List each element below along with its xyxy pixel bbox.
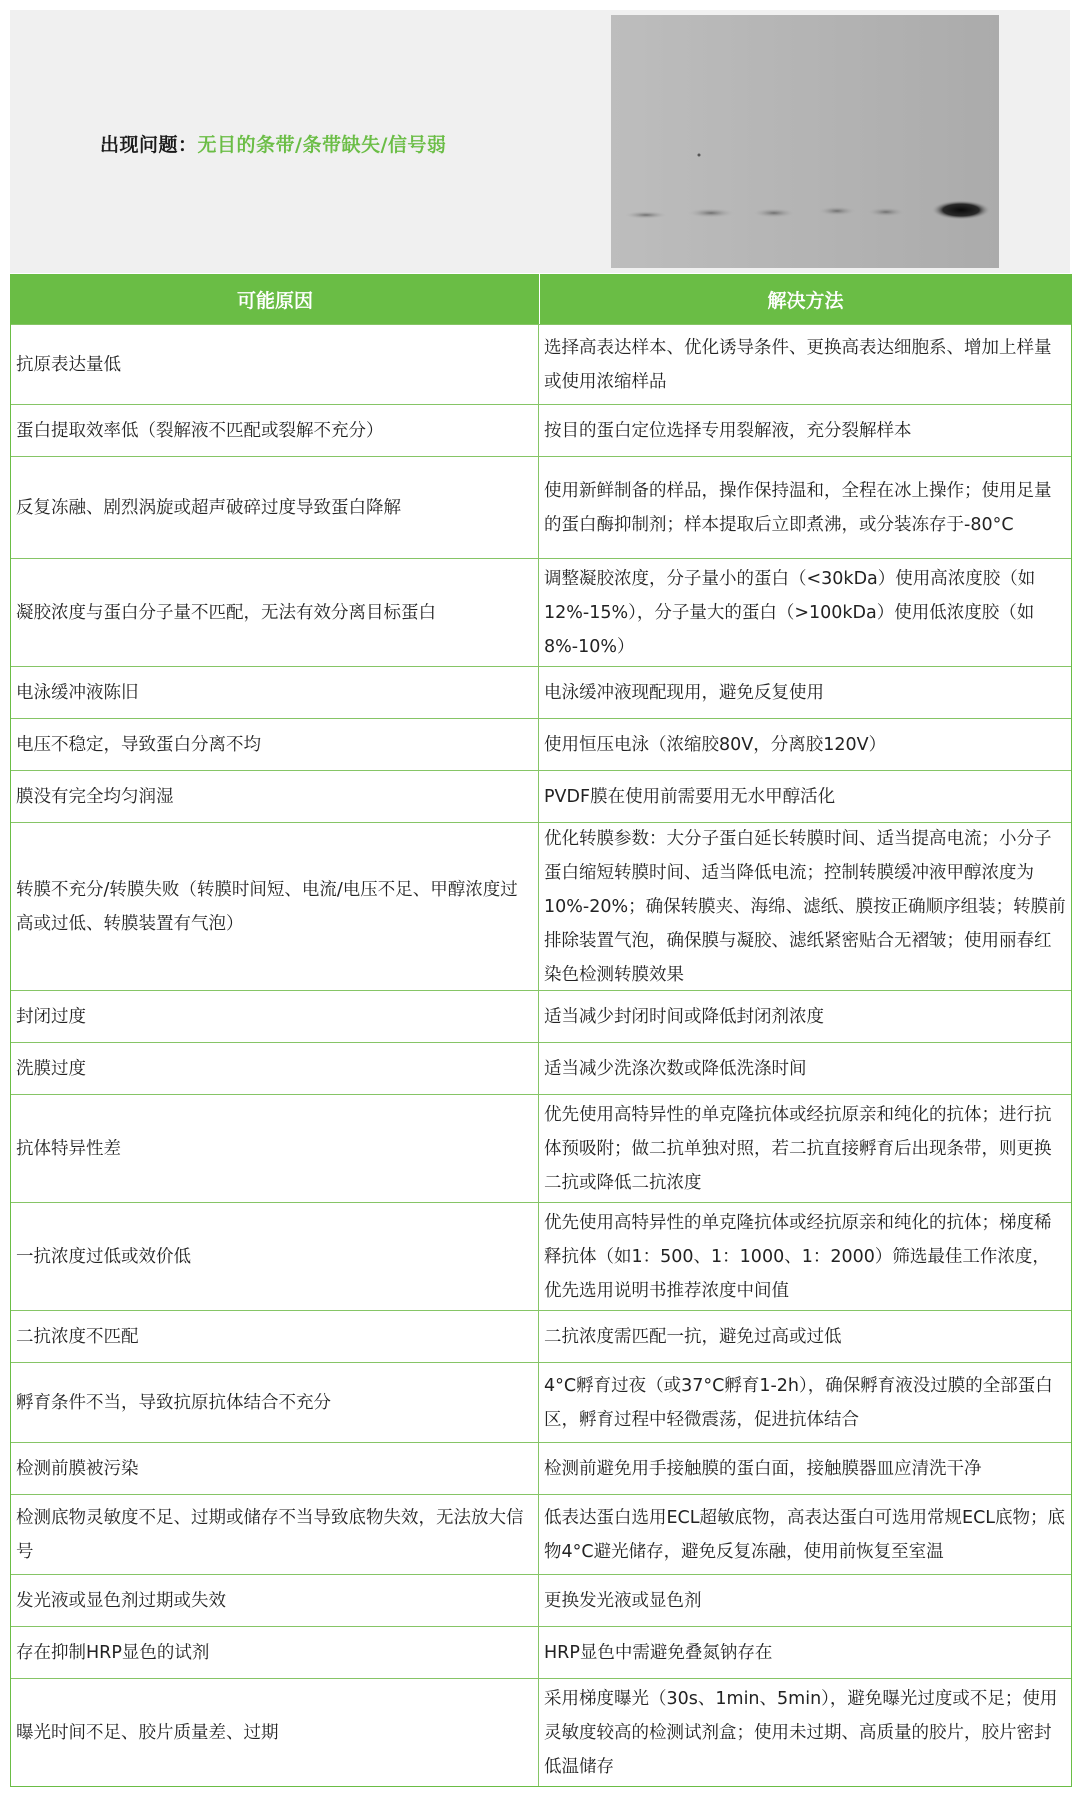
- solution-cell: 优先使用高特异性的单克隆抗体或经抗原亲和纯化的抗体；梯度稀释抗体（如1：500、1：1000、1：2000）筛选最佳工作浓度，优先选用说明书推荐浓度中间值: [544, 1212, 1052, 1301]
- solution-cell: 选择高表达样本、优化诱导条件、更换高表达细胞系、增加上样量或使用浓缩样品: [544, 337, 1052, 392]
- solution-cell: 按目的蛋白定位选择专用裂解液，充分裂解样本: [544, 420, 912, 441]
- table-row: [11, 1042, 1071, 1094]
- solution-cell: 二抗浓度需匹配一抗，避免过高或过低: [544, 1326, 842, 1347]
- solution-cell: 优先使用高特异性的单克隆抗体或经抗原亲和纯化的抗体；进行抗体预吸附；做二抗单独对照，若二抗直接孵育后出现条带，则更换二抗或降低二抗浓度: [544, 1104, 1052, 1193]
- solution-cell: 电泳缓冲液现配现用，避免反复使用: [544, 682, 824, 703]
- blot-band: [817, 206, 857, 216]
- table-header: [11, 274, 1071, 324]
- blot-speck: [698, 154, 701, 157]
- solution-cell: 适当减少封闭时间或降低封闭剂浓度: [544, 1006, 824, 1027]
- cause-cell: 抗体特异性差: [11, 1095, 539, 1202]
- cause-cell: 一抗浓度过低或效价低: [11, 1203, 539, 1310]
- cause-cell: 电压不稳定，导致蛋白分离不均: [11, 719, 539, 770]
- table-row: [11, 770, 1071, 822]
- table-row: [11, 1574, 1071, 1626]
- table-row: [11, 822, 1071, 990]
- cause-cell: 抗原表达量低: [11, 325, 539, 404]
- solution-cell: 调整凝胶浓度，分子量小的蛋白（<30kDa）使用高浓度胶（如12%-15%），分子量大的蛋白（>100kDa）使用低浓度胶（如8%-10%）: [544, 568, 1036, 657]
- cause-cell: 凝胶浓度与蛋白分子量不匹配，无法有效分离目标蛋白: [11, 559, 539, 666]
- cause-cell: 膜没有完全均匀润湿: [11, 771, 539, 822]
- solution-cell: 低表达蛋白选用ECL超敏底物，高表达蛋白可选用常规ECL底物；底物4°C避光储存，避免反复冻融，使用前恢复至室温: [544, 1507, 1066, 1562]
- problem-statement: [100, 130, 446, 157]
- solution-cell: 4°C孵育过夜（或37°C孵育1-2h），确保孵育液没过膜的全部蛋白区，孵育过程中轻微震荡，促进抗体结合: [544, 1375, 1053, 1430]
- table-row: [11, 1094, 1071, 1202]
- solution-cell: 适当减少洗涤次数或降低洗涤时间: [544, 1058, 807, 1079]
- table-row: [11, 990, 1071, 1042]
- table-row: [11, 666, 1071, 718]
- cause-cell: 孵育条件不当，导致抗原抗体结合不充分: [11, 1363, 539, 1442]
- blot-band: [624, 211, 668, 219]
- table-row: [11, 1310, 1071, 1362]
- solution-cell: 检测前避免用手接触膜的蛋白面，接触膜器皿应清洗干净: [544, 1458, 982, 1479]
- blot-band: [866, 207, 906, 217]
- column-header-solution: 解决方法: [767, 289, 844, 312]
- table-row: [11, 1626, 1071, 1678]
- cause-cell: 存在抑制HRP显色的试剂: [11, 1627, 539, 1678]
- table-row: [11, 718, 1071, 770]
- cause-cell: 封闭过度: [11, 991, 539, 1042]
- problem-text: 无目的条带/条带缺失/信号弱: [197, 134, 447, 156]
- western-blot-image: [611, 15, 999, 268]
- problem-label: 出现问题：: [100, 134, 198, 156]
- solution-cell: HRP显色中需避免叠氮钠存在: [544, 1642, 773, 1663]
- cause-cell: 检测前膜被污染: [11, 1443, 539, 1494]
- cause-cell: 电泳缓冲液陈旧: [11, 667, 539, 718]
- cause-cell: 二抗浓度不匹配: [11, 1311, 539, 1362]
- solution-cell: 使用新鲜制备的样品，操作保持温和，全程在冰上操作；使用足量的蛋白酶抑制剂；样本提取后立即煮沸，或分装冻存于-80°C: [544, 480, 1052, 535]
- cause-cell: 蛋白提取效率低（裂解液不匹配或裂解不充分）: [11, 405, 539, 456]
- table-row: [11, 1494, 1071, 1574]
- table-row: [11, 324, 1071, 404]
- blot-band: [687, 208, 735, 218]
- table-row: [11, 404, 1071, 456]
- solution-cell: PVDF膜在使用前需要用无水甲醇活化: [544, 786, 836, 807]
- solution-cell: 采用梯度曝光（30s、1min、5min），避免曝光过度或不足；使用灵敏度较高的检测试剂盒；使用未过期、高质量的胶片，胶片密封低温储存: [544, 1688, 1058, 1777]
- table-row: [11, 456, 1071, 558]
- solution-cell: 更换发光液或显色剂: [544, 1590, 702, 1611]
- cause-cell: 曝光时间不足、胶片质量差、过期: [11, 1679, 539, 1786]
- troubleshooting-table: [10, 274, 1072, 1787]
- table-row: [11, 1202, 1071, 1310]
- table-row: [11, 1678, 1071, 1786]
- table-row: [11, 1362, 1071, 1442]
- cause-cell: 发光液或显色剂过期或失效: [11, 1575, 539, 1626]
- solution-cell: 使用恒压电泳（浓缩胶80V，分离胶120V）: [544, 734, 887, 755]
- cause-cell: 洗膜过度: [11, 1043, 539, 1094]
- table-row: [11, 1442, 1071, 1494]
- table-row: [11, 558, 1071, 666]
- solution-cell: 优化转膜参数：大分子蛋白延长转膜时间、适当提高电流；小分子蛋白缩短转膜时间、适当降低电流；控制转膜缓冲液甲醇浓度为10%-20%；确保转膜夹、海绵、滤纸、膜按正确顺序组装；转膜前排除装置气泡，确保膜与凝胶、滤纸紧密贴合无褶皱；使用丽春红染色检测转膜效果: [544, 828, 1066, 985]
- blot-band-strong: [931, 200, 991, 220]
- blot-band: [752, 208, 796, 218]
- cause-cell: 检测底物灵敏度不足、过期或储存不当导致底物失效，无法放大信号: [11, 1495, 539, 1574]
- cause-cell: 转膜不充分/转膜失败（转膜时间短、电流/电压不足、甲醇浓度过高或过低、转膜装置有气泡）: [11, 823, 539, 990]
- column-header-cause: 可能原因: [11, 274, 540, 324]
- cause-cell: 反复冻融、剧烈涡旋或超声破碎过度导致蛋白降解: [11, 457, 539, 558]
